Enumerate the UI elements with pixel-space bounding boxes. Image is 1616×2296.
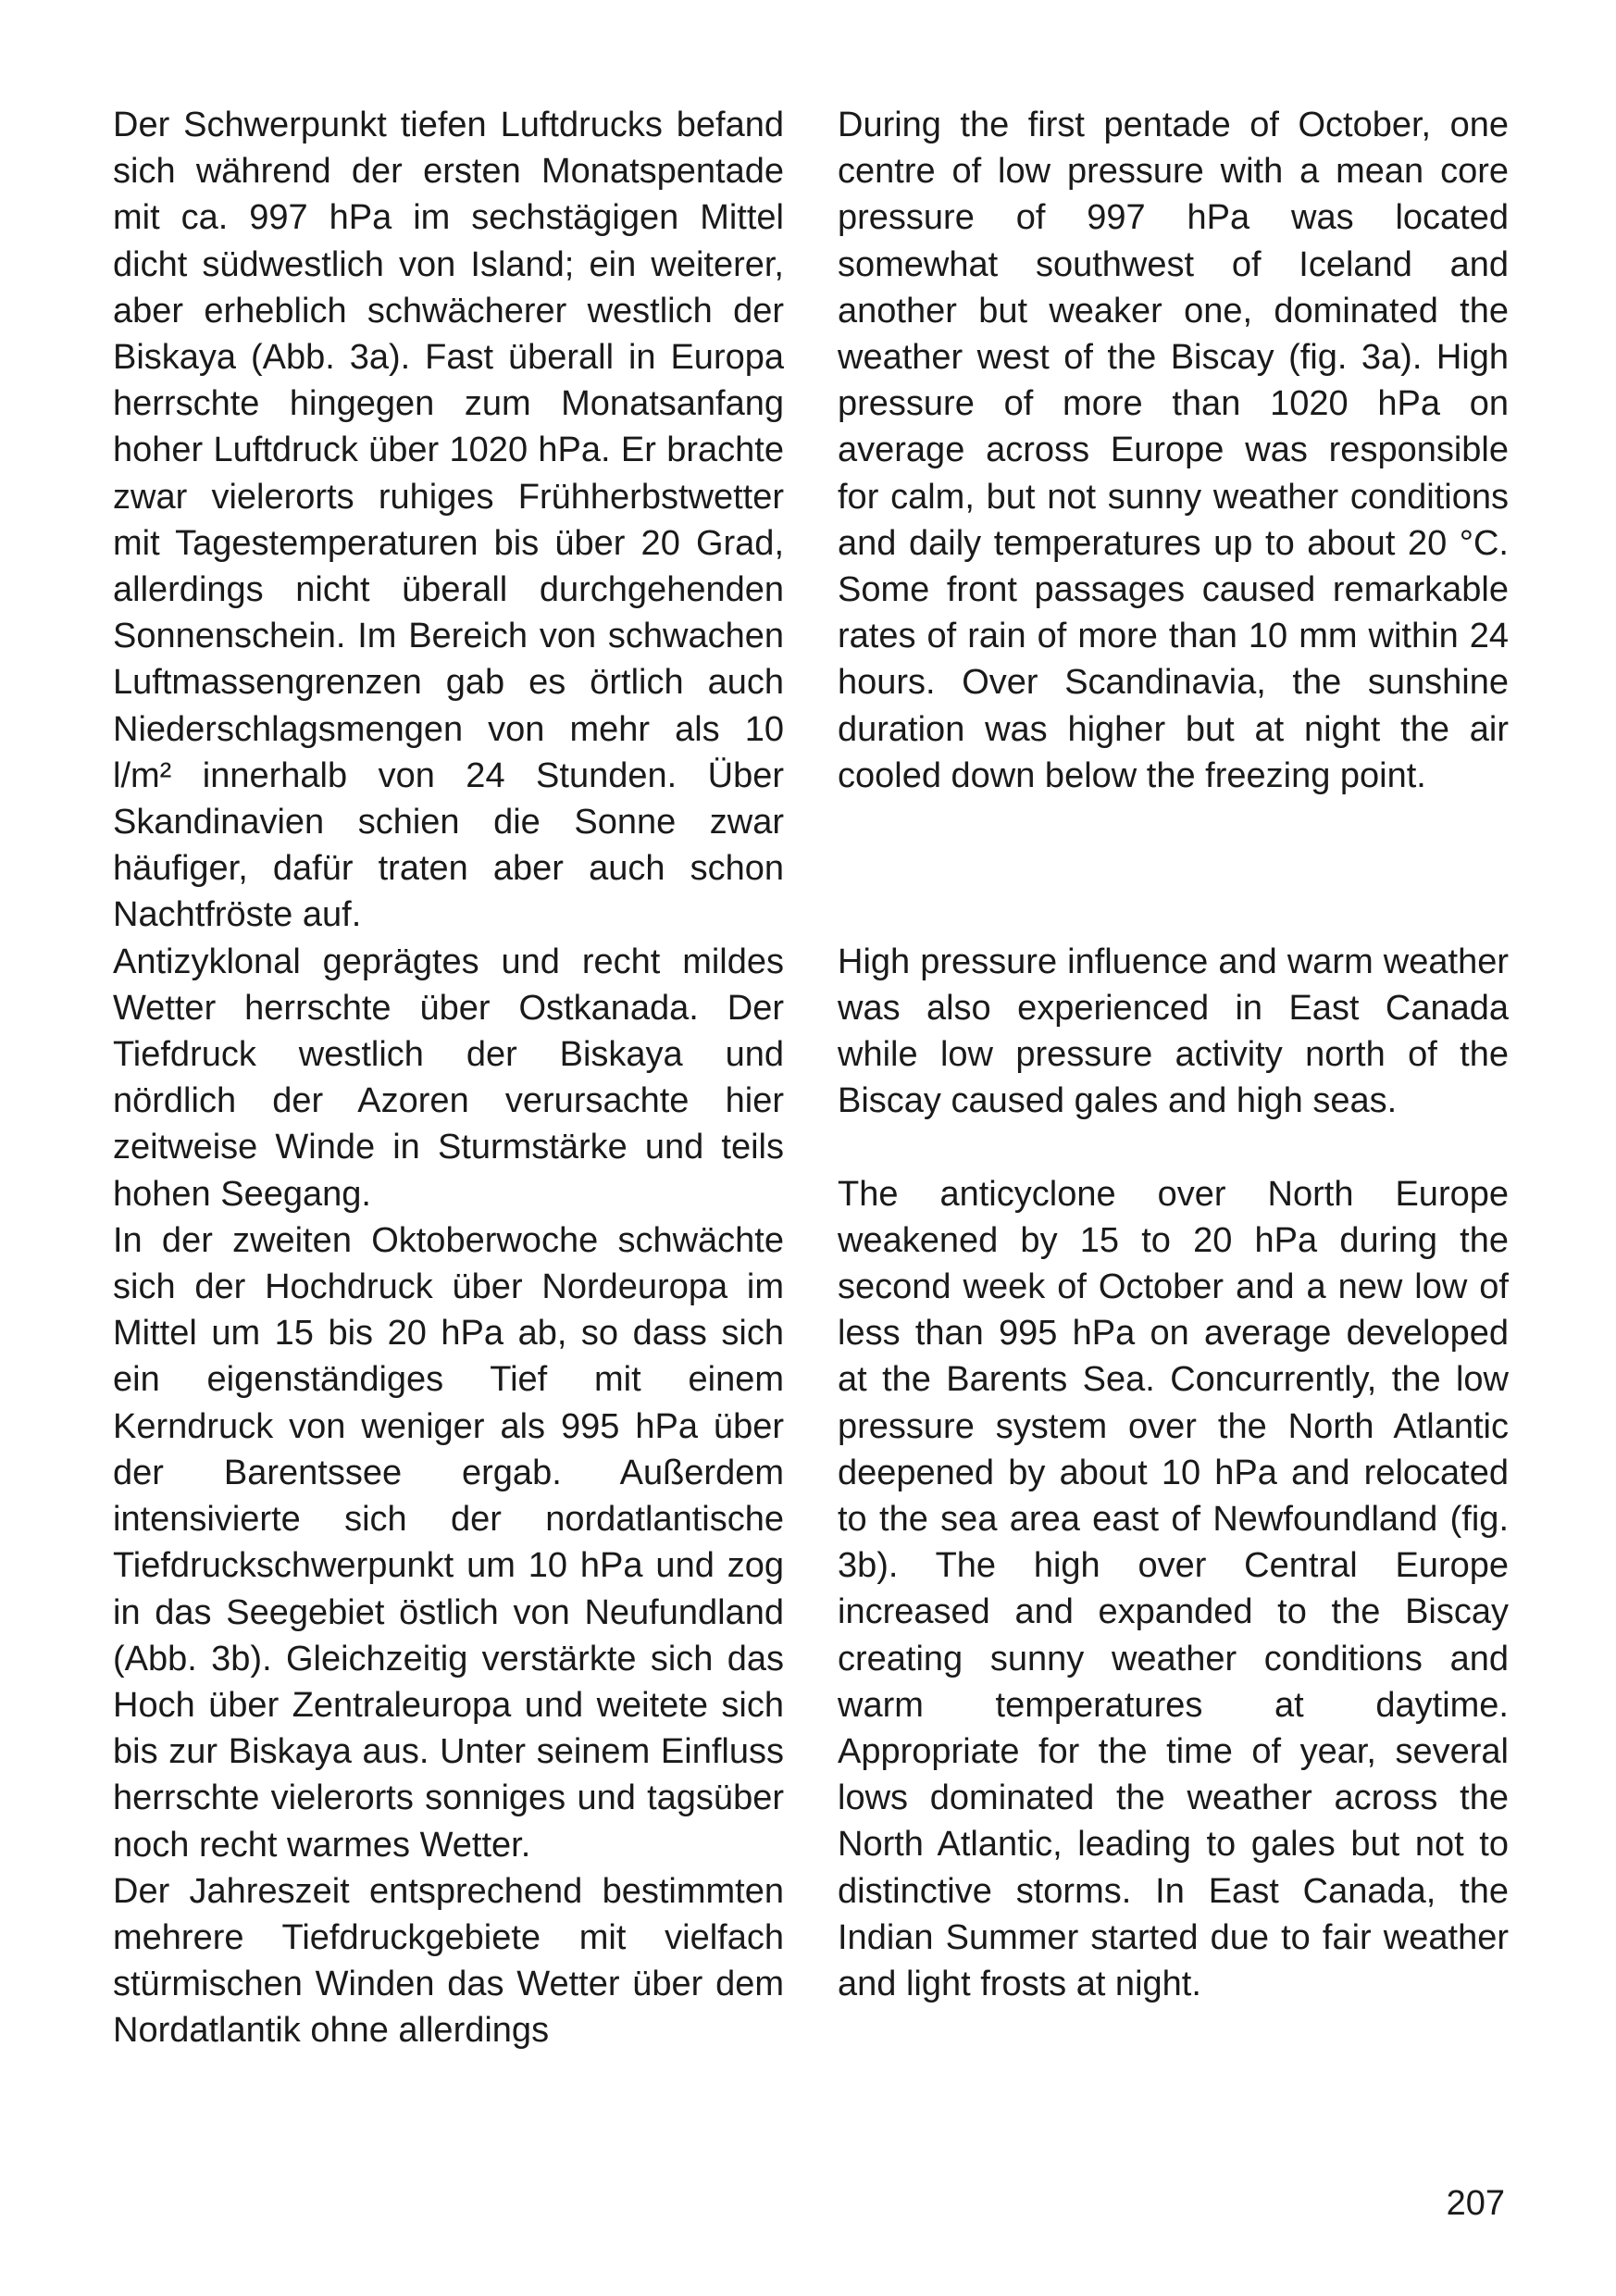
paragraph-spacer xyxy=(838,799,1509,845)
german-paragraph-2: Antizyklonal geprägtes und recht mildes Wetter herrschte über Ostkanada. Der Tiefdruck westlich der Biskaya und nördlich der Azoren verursachte hier zeitweise Winde in Sturmstärke und teils hohen Seegang. xyxy=(113,942,784,1214)
english-paragraph-2: High pressure influence and warm weather was also experienced in East Canada while low pressure activity north of the Biscay caused gales and high seas. xyxy=(838,942,1509,1121)
english-paragraph-1: During the first pentade of October, one centre of low pressure with a mean core pressure of 997 hPa was located somewhat southwest of Iceland and another but weaker one, dominated the weather west of the Biscay (fig. 3a). High pressure of more than 1020 hPa on average across Europe was responsible for calm, but not sunny weather conditions and daily temperatures up to about 20 °C. Some front passages caused remarkable rates of rain of more than 10 mm within 24 hours. Over Scandinavia, the sunshine duration was higher but at night the air cooled down below the freezing point. xyxy=(838,106,1509,795)
english-paragraph-3: The anticyclone over North Europe weakened by 15 to 20 hPa during the second week of October and a new low of less than 995 hPa on average developed at the Barents Sea. Concurrently, the low pressure system over the North Atlantic deepened by about 10 hPa and relocated to the sea area east of Newfoundland (fig. 3b). The high over Central Europe increased and expanded to the Biscay creating sunny weather conditions and warm temperatures at daytime. Appropriate for the time of year, several lows dominated the weather across the North Atlantic, leading to gales but not to distinctive storms. In East Canada, the Indian Summer started due to fair weather and light frosts at night. xyxy=(838,1174,1509,2004)
paragraph-spacer xyxy=(838,845,1509,892)
english-text-column xyxy=(838,102,1509,2007)
german-paragraph-1: Der Schwerpunkt tiefen Luftdrucks befand sich während der ersten Monatspentade mit ca. 997 hPa im sechstägigen Mittel dicht südwestlich von Island; ein weiterer, aber erheblich schwächerer westlich der Biskaya (Abb. 3a). Fast überall in Europa herrschte hingegen zum Monatsanfang hoher Luftdruck über 1020 hPa. Er brachte zwar vielerorts ruhiges Frühherbstwetter mit Tagestemperaturen bis über 20 Grad, allerdings nicht überall durchgehenden Sonnenschein. Im Bereich von schwachen Luftmassengrenzen gab es örtlich auch Niederschlagsmengen von mehr als 10 l/m² innerhalb von 24 Stunden. Über Skandinavien schien die Sonne zwar häufiger, dafür traten aber auch schon Nachtfröste auf. xyxy=(113,106,784,935)
paragraph-spacer xyxy=(838,1124,1509,1170)
page-number: 207 xyxy=(1446,2184,1505,2223)
paragraph-spacer xyxy=(838,892,1509,938)
german-text-column xyxy=(113,102,784,2054)
german-paragraph-3: In der zweiten Oktoberwoche schwächte sich der Hochdruck über Nordeuropa im Mittel um 15 bis 20 hPa ab, so dass sich ein eigenständiges Tief mit einem Kerndruck von weniger als 995 hPa über der Barentssee ergab. Außerdem intensivierte sich der nordatlantische Tiefdruckschwerpunkt um 10 hPa und zog in das Seegebiet östlich von Neufundland (Abb. 3b). Gleichzeitig verstärkte sich das Hoch über Zentraleuropa und weitete sich bis zur Biskaya aus. Unter seinem Einfluss herrschte vielerorts sonniges und tagsüber noch recht warmes Wetter. xyxy=(113,1220,784,1865)
german-paragraph-4: Der Jahreszeit entsprechend bestimmten mehrere Tiefdruckgebiete mit vielfach stürmischen Winden das Wetter über dem Nordatlantik ohne allerdings xyxy=(113,1871,784,2051)
